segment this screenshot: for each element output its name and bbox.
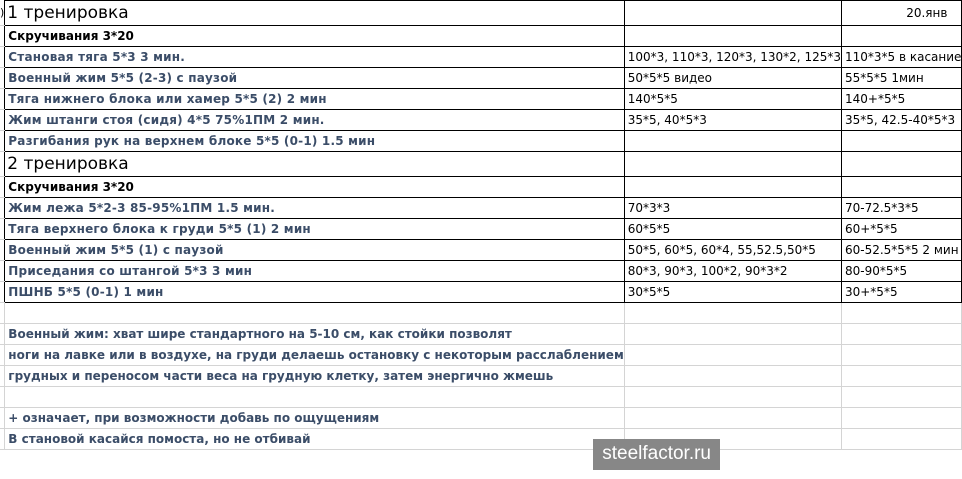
table-row — [0, 219, 962, 240]
result-cell[interactable]: 30*5*5 — [624, 282, 841, 303]
result-cell[interactable]: 60*5*5 — [624, 219, 841, 240]
result-cell[interactable]: 70-72.5*3*5 — [841, 198, 961, 219]
cell[interactable] — [841, 152, 961, 177]
result-cell[interactable] — [841, 177, 961, 198]
result-cell[interactable]: 80*3, 90*3, 100*2, 90*3*2 — [624, 261, 841, 282]
cell[interactable] — [624, 152, 841, 177]
table-row — [0, 366, 962, 387]
table-row — [0, 89, 962, 110]
exercise-cell[interactable]: Жим штанги стоя (сидя) 4*5 75%1ПМ 2 мин. — [5, 110, 624, 131]
table-row — [0, 152, 962, 177]
table-row — [0, 282, 962, 303]
exercise-cell[interactable]: Тяга нижнего блока или хамер 5*5 (2) 2 мин — [5, 89, 624, 110]
cell[interactable]: ) — [0, 1, 5, 26]
exercise-cell[interactable]: Разгибания рук на верхнем блоке 5*5 (0-1) 1.5 мин — [5, 131, 624, 152]
cell[interactable] — [841, 387, 961, 408]
table-row — [0, 240, 962, 261]
result-cell[interactable] — [841, 26, 961, 47]
exercise-cell[interactable]: Военный жим 5*5 (1) с паузой — [5, 240, 624, 261]
result-cell[interactable]: 60-52.5*5*5 2 мин — [841, 240, 961, 261]
table-row — [0, 198, 962, 219]
table-row — [0, 47, 962, 68]
result-cell[interactable]: 30+*5*5 — [841, 282, 961, 303]
cell[interactable] — [624, 387, 841, 408]
result-cell[interactable]: 35*5, 40*5*3 — [624, 110, 841, 131]
cell[interactable] — [841, 303, 961, 324]
exercise-cell[interactable]: Приседания со штангой 5*3 3 мин — [5, 261, 624, 282]
result-cell[interactable]: 100*3, 110*3, 120*3, 130*2, 125*3 — [624, 47, 841, 68]
table-row — [0, 261, 962, 282]
table-row — [0, 131, 962, 152]
table-row — [0, 303, 962, 324]
exercise-cell[interactable]: ПШНБ 5*5 (0-1) 1 мин — [5, 282, 624, 303]
result-cell[interactable] — [624, 26, 841, 47]
result-cell[interactable]: 35*5, 42.5-40*5*3 — [841, 110, 961, 131]
note-cell[interactable] — [5, 387, 624, 408]
cell[interactable] — [624, 303, 841, 324]
result-cell[interactable]: 140*5*5 — [624, 89, 841, 110]
note-cell[interactable]: В становой касайся помоста, но не отбивай — [5, 429, 624, 450]
note-cell[interactable] — [5, 303, 624, 324]
result-cell[interactable]: 140+*5*5 — [841, 89, 961, 110]
exercise-cell[interactable]: Становая тяга 5*3 3 мин. — [5, 47, 624, 68]
cell[interactable] — [624, 324, 841, 345]
result-cell[interactable]: 70*3*3 — [624, 198, 841, 219]
table-row — [0, 26, 962, 47]
exercise-cell[interactable]: Жим лежа 5*2-3 85-95%1ПМ 1.5 мин. — [5, 198, 624, 219]
table-row — [0, 1, 962, 26]
cell[interactable] — [624, 1, 841, 26]
cell[interactable] — [841, 408, 961, 429]
table-row — [0, 110, 962, 131]
note-cell[interactable]: грудных и переносом части веса на грудную клетку, затем энергично жмешь — [5, 366, 624, 387]
cell[interactable] — [841, 366, 961, 387]
cell[interactable] — [624, 408, 841, 429]
note-cell[interactable]: Военный жим: хват шире стандартного на 5-10 см, как стойки позволят — [5, 324, 624, 345]
table-row — [0, 345, 962, 366]
result-cell[interactable]: 50*5*5 видео — [624, 68, 841, 89]
exercise-cell[interactable]: Военный жим 5*5 (2-3) с паузой — [5, 68, 624, 89]
note-cell[interactable]: ноги на лавке или в воздухе, на груди делаешь остановку с некоторым расслаблением — [5, 345, 624, 366]
table-row — [0, 408, 962, 429]
date-cell[interactable]: 20.янв — [841, 1, 961, 26]
table-row — [0, 324, 962, 345]
table-row — [0, 387, 962, 408]
cell[interactable] — [841, 324, 961, 345]
table-row — [0, 68, 962, 89]
cell[interactable] — [841, 345, 961, 366]
exercise-cell[interactable]: Скручивания 3*20 — [5, 26, 624, 47]
result-cell[interactable]: 110*3*5 в касание — [841, 47, 961, 68]
exercise-cell[interactable]: Скручивания 3*20 — [5, 177, 624, 198]
table-row — [0, 429, 962, 450]
workout-title[interactable]: 1 тренировка — [5, 1, 624, 26]
result-cell[interactable]: 55*5*5 1мин — [841, 68, 961, 89]
cell[interactable] — [624, 345, 841, 366]
workout-title[interactable]: 2 тренировка — [5, 152, 624, 177]
note-cell[interactable]: + означает, при возможности добавь по ощущениям — [5, 408, 624, 429]
result-cell[interactable]: 80-90*5*5 — [841, 261, 961, 282]
site-watermark: steelfactor.ru — [593, 439, 720, 470]
result-cell[interactable]: 60+*5*5 — [841, 219, 961, 240]
cell[interactable] — [624, 366, 841, 387]
cell[interactable] — [841, 429, 961, 450]
result-cell[interactable] — [624, 177, 841, 198]
table-row — [0, 177, 962, 198]
result-cell[interactable] — [841, 131, 961, 152]
result-cell[interactable]: 50*5, 60*5, 60*4, 55,52.5,50*5 — [624, 240, 841, 261]
result-cell[interactable] — [624, 131, 841, 152]
exercise-cell[interactable]: Тяга верхнего блока к груди 5*5 (1) 2 мин — [5, 219, 624, 240]
